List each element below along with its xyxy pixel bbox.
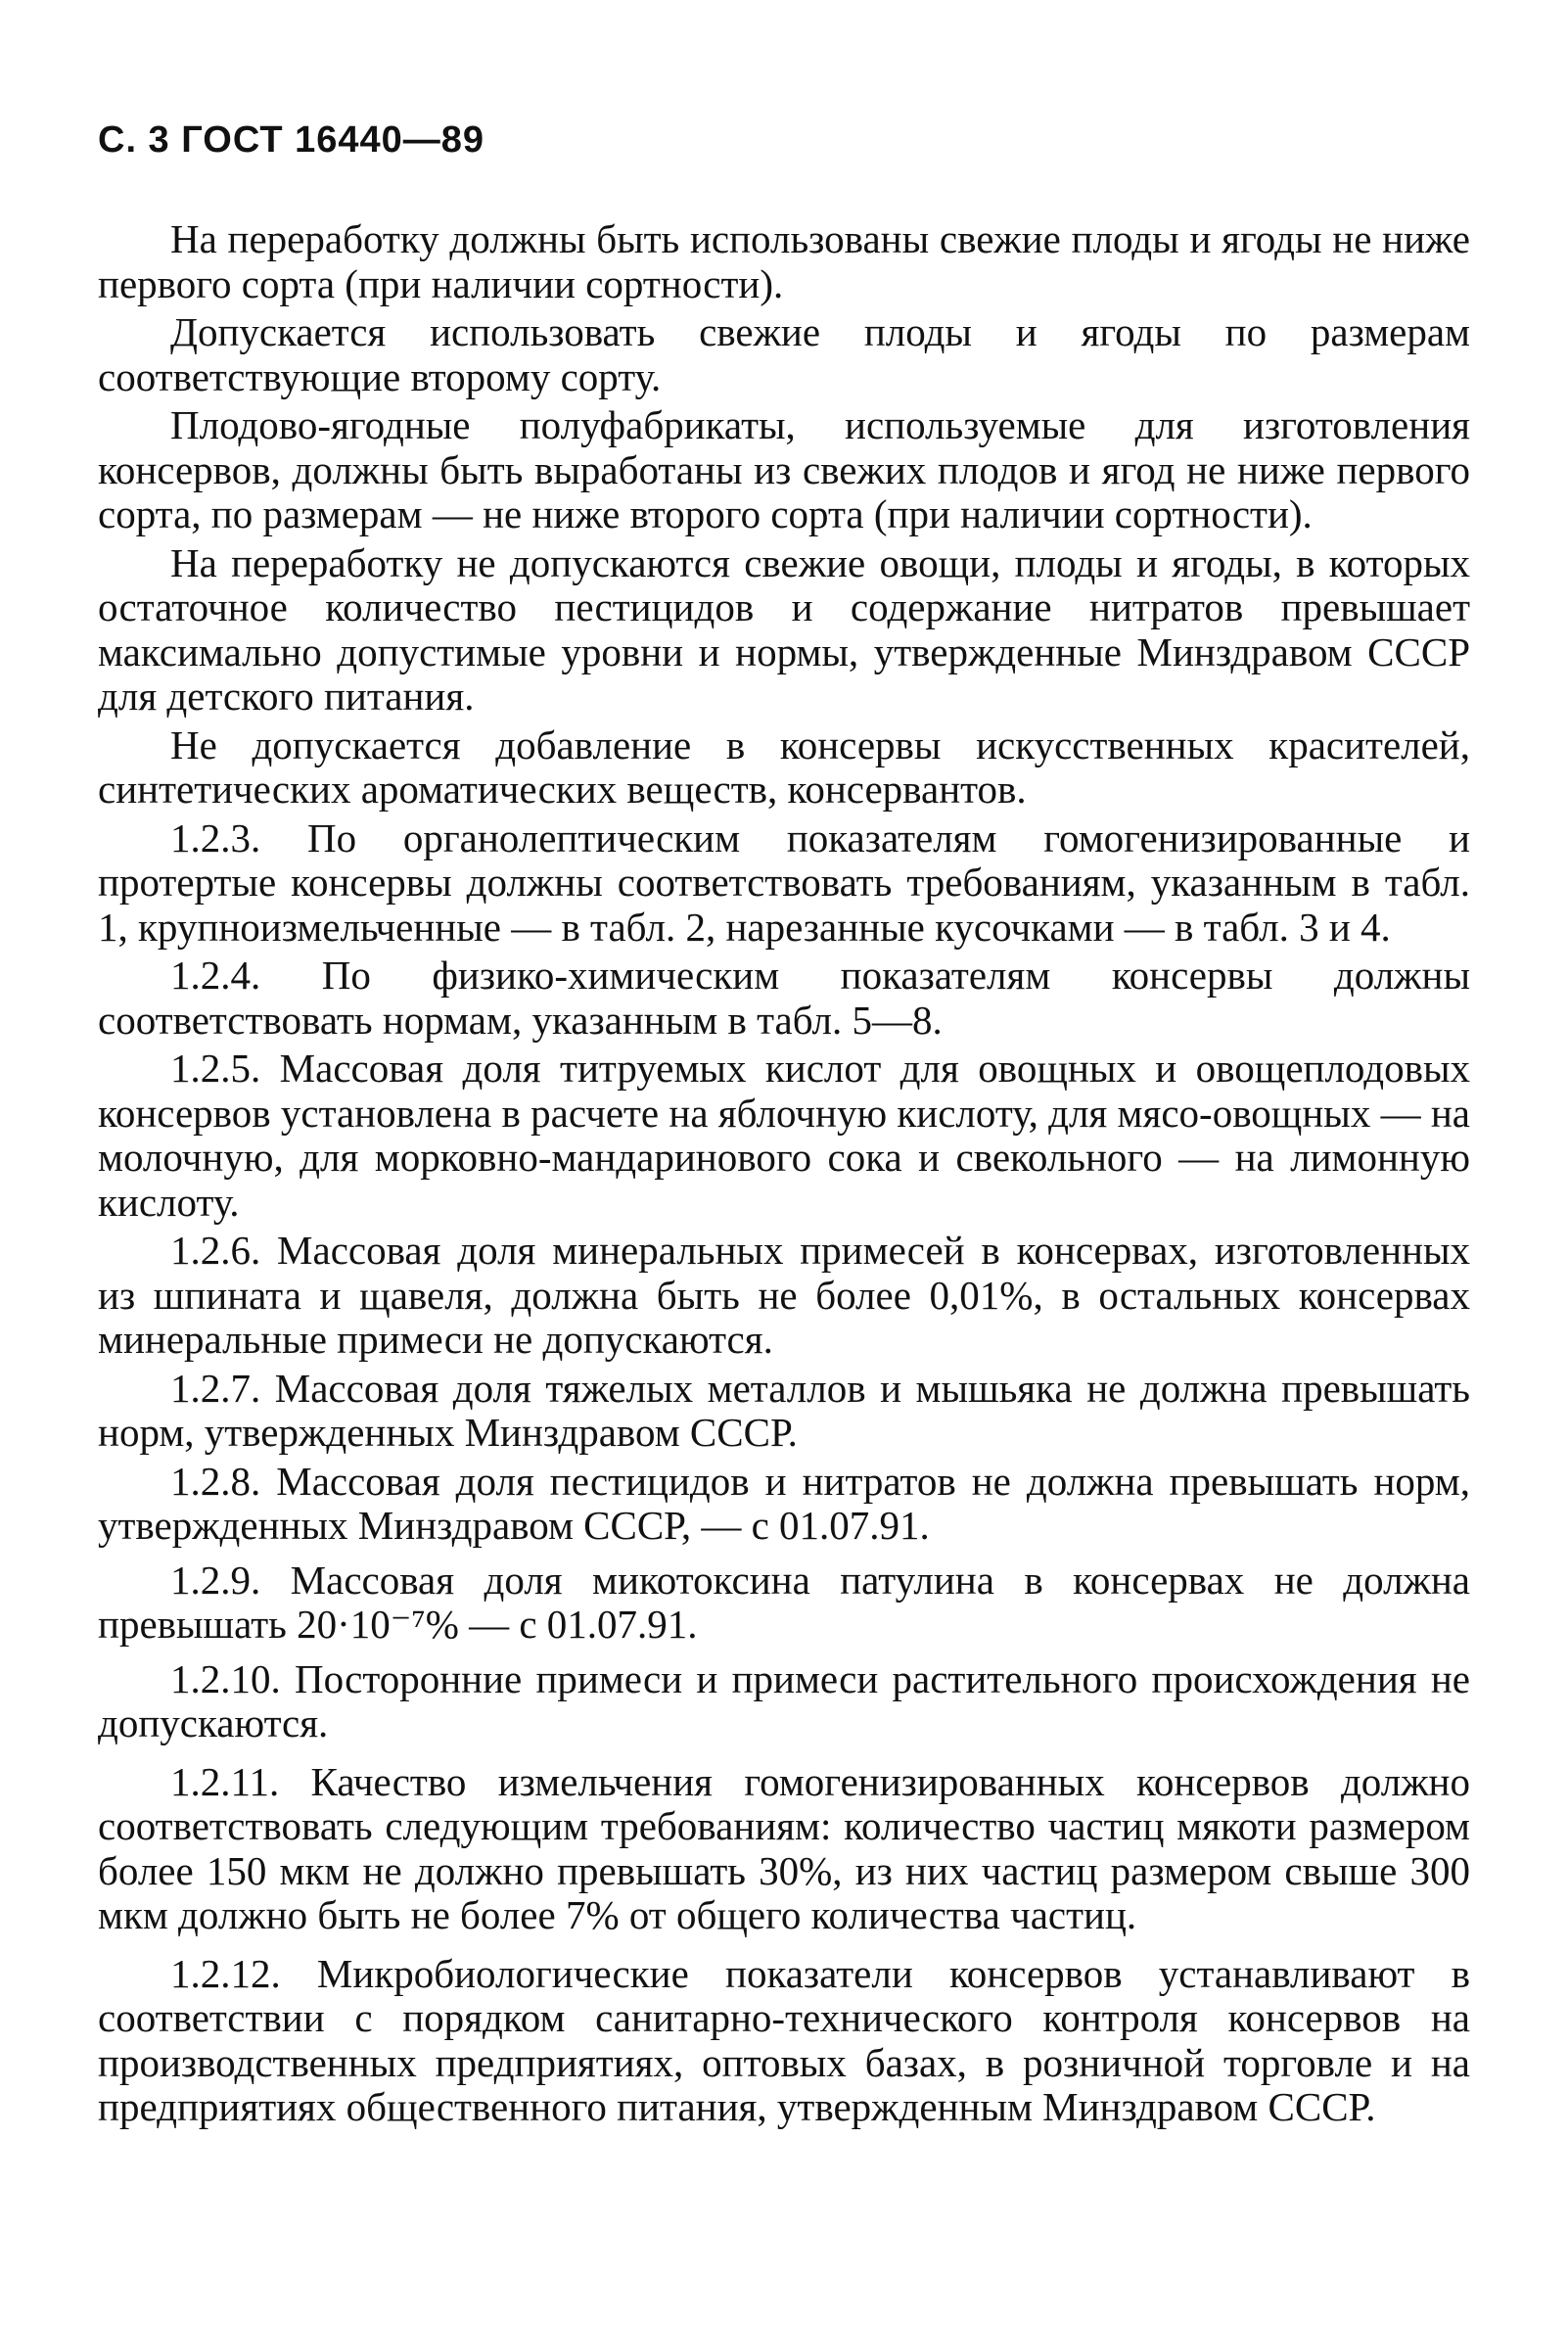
paragraph-1-2-8: 1.2.8. Массовая доля пестицидов и нитратов не должна превышать норм, утвержденных Минздравом СССР, — с 01.07.91.: [98, 1458, 1470, 1548]
paragraph-pesticides-nitrates: На переработку не допускаются свежие овощи, плоды и ягоды, в которых остаточное количество пестицидов и содержание нитратов превышает максимально допустимые уровни и нормы, утвержденные Минздравом СССР для детского питания.: [98, 539, 1470, 719]
body-text: [98, 217, 1470, 2130]
paragraph-1-2-9: 1.2.9. Массовая доля микотоксина патулина в консервах не должна превышать 20·10⁻⁷% — с 01.07.91.: [98, 1557, 1470, 1647]
paragraph-1-2-11: 1.2.11. Качество измельчения гомогенизированных консервов должно соответствовать следующим требованиям: количество частиц мякоти размером более 150 мкм не должно превышать 30%, из них частиц размером свыше 300 мкм должно быть не более 7% от общего количества частиц.: [98, 1758, 1470, 1937]
paragraph-1-2-4: 1.2.4. По физико-химическим показателям консервы должны соответствовать нормам, указанным в табл. 5—8.: [98, 953, 1470, 1043]
paragraph-raw-materials: На переработку должны быть использованы свежие плоды и ягоды не ниже первого сорта (при наличии сортности).: [98, 216, 1470, 306]
paragraph-1-2-5: 1.2.5. Массовая доля титруемых кислот для овощных и овощеплодовых консервов установлена в расчете на яблочную кислоту, для мясо-овощных — на молочную, для морковно-мандаринового сока и свекольного — на лимонную кислоту.: [98, 1046, 1470, 1225]
paragraph-additives: Не допускается добавление в консервы искусственных красителей, синтетических ароматических веществ, консервантов.: [98, 721, 1470, 812]
paragraph-1-2-10: 1.2.10. Посторонние примеси и примеси растительного происхождения не допускаются.: [98, 1655, 1470, 1745]
paragraph-1-2-6: 1.2.6. Массовая доля минеральных примесей в консервах, изготовленных из шпината и щавеля, должна быть не более 0,01%, в остальных консервах минеральные примеси не допускаются.: [98, 1228, 1470, 1362]
paragraph-1-2-7: 1.2.7. Массовая доля тяжелых металлов и мышьяка не должна превышать норм, утвержденных Минздравом СССР.: [98, 1365, 1470, 1455]
paragraph-1-2-12: 1.2.12. Микробиологические показатели консервов устанавливают в соответствии с порядком санитарно-технического контроля консервов на производственных предприятиях, оптовых базах, в розничной торговле и на предприятиях общественного питания, утвержденным Минздравом СССР.: [98, 1950, 1470, 2129]
paragraph-1-2-3: 1.2.3. По органолептическим показателям гомогенизированные и протертые консервы должны соответствовать требованиям, указанным в табл. 1, крупноизмельченные — в табл. 2, нарезанные кусочками — в табл. 3 и 4.: [98, 814, 1470, 950]
paragraph-semi-finished: Плодово-ягодные полуфабрикаты, используемые для изготовления консервов, должны быть выработаны из свежих плодов и ягод не ниже первого сорта, по размерам — не ниже второго сорта (при наличии сортности).: [98, 402, 1470, 536]
page-header: С. 3 ГОСТ 16440—89: [98, 119, 485, 161]
paragraph-size-allowance: Допускается использовать свежие плоды и ягоды по размерам соответствующие второму сорту.: [98, 309, 1470, 399]
